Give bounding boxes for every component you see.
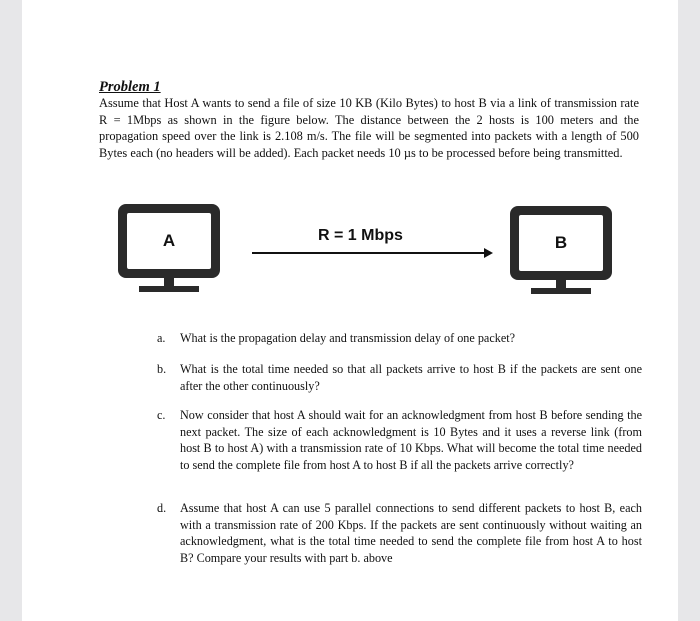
link-arrow-line xyxy=(252,252,486,254)
question-c xyxy=(142,407,642,473)
question-b xyxy=(142,361,642,394)
problem-statement: Assume that Host A wants to send a file of size 10 KB (Kilo Bytes) to host B via a link of transmission rate R = 1Mbps as shown in the figure below. The distance between the 2 hosts is 100 meters and the propagation speed over the link is 2.108 m/s. The file will be segmented into packets with a length of 500 Bytes each (no headers will be added). Each packet needs 10 µs to be processed before being transmitted. xyxy=(99,96,639,160)
question-text: Assume that host A can use 5 parallel connections to send different packets to host B, each with a transmission rate of 200 Kbps. If the packets are sent continuously without waiting an acknowledgment, what is the total time needed to send the complete file from host A to host B? Compare your results with part b. above xyxy=(180,501,642,565)
question-text: What is the propagation delay and transmission delay of one packet? xyxy=(180,331,516,345)
host-b-label: B xyxy=(519,215,603,271)
host-b-monitor-neck xyxy=(556,280,566,288)
question-text: What is the total time needed so that all packets arrive to host B if the packets are sent one after the other continuously? xyxy=(180,362,642,393)
link-arrow-head-icon xyxy=(484,248,493,258)
host-a-label: A xyxy=(127,213,211,269)
host-a-monitor-base xyxy=(139,286,199,292)
document-page xyxy=(22,0,678,621)
network-diagram xyxy=(118,200,608,310)
host-b-screen xyxy=(510,206,612,280)
problem-title: Problem 1 xyxy=(99,79,161,95)
link-rate-label: R = 1 Mbps xyxy=(318,227,403,244)
question-letter: b. xyxy=(157,362,167,376)
question-letter: a. xyxy=(157,331,166,345)
question-letter: c. xyxy=(157,408,166,422)
host-a-monitor-neck xyxy=(164,278,174,286)
question-text: Now consider that host A should wait for an acknowledgment from host B before sending the next packet. The size of each acknowledgment is 10 Bytes and it uses a reverse link (from host B to host A) with a transmission rate of 10 Kbps. What will become the total time needed to send the complete file from host A to host B if all the packets arrive correctly? xyxy=(180,408,642,472)
question-d xyxy=(142,500,642,566)
host-a-screen xyxy=(118,204,220,278)
question-a xyxy=(142,330,642,347)
host-b-monitor-base xyxy=(531,288,591,294)
question-letter: d. xyxy=(157,501,167,515)
